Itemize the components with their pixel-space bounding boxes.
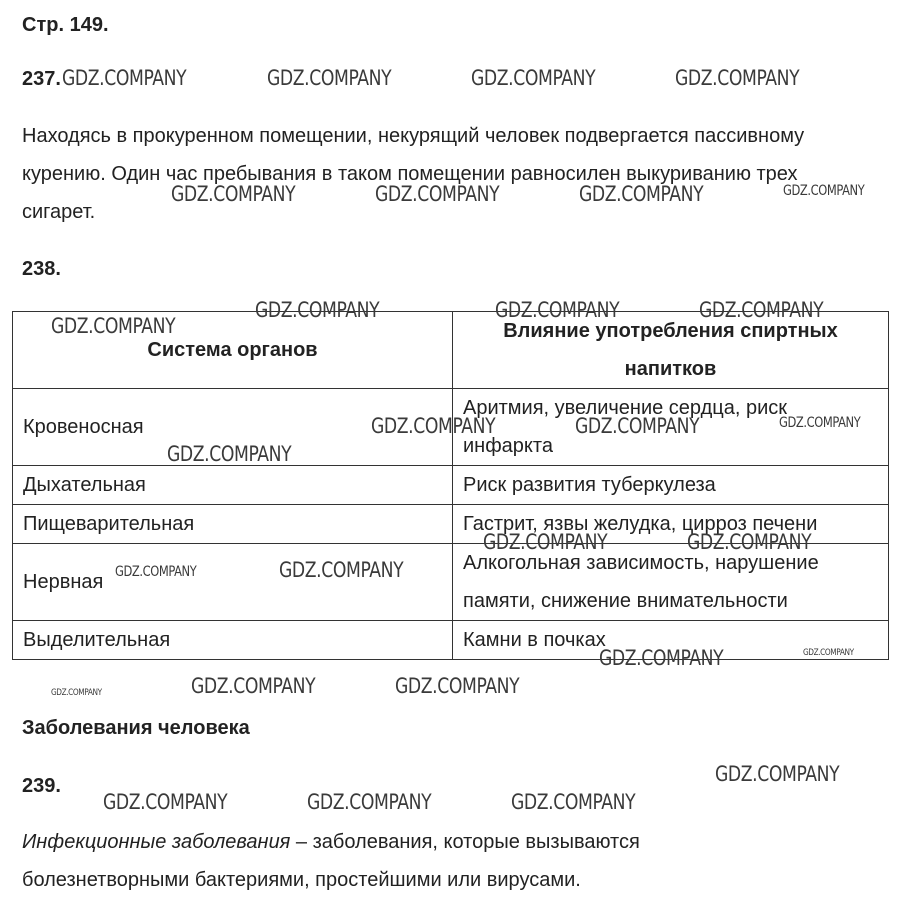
table-cell-system: Нервная bbox=[13, 544, 453, 621]
watermark: GDZ.COMPANY bbox=[471, 66, 596, 90]
table-row bbox=[13, 621, 889, 660]
watermark: GDZ.COMPANY bbox=[599, 646, 724, 670]
watermark: GDZ.COMPANY bbox=[511, 790, 636, 814]
table-cell-effect: Алкогольная зависимость, нарушение памяти, снижение внимательности bbox=[453, 544, 889, 621]
watermark: GDZ.COMPANY bbox=[267, 66, 392, 90]
table-header-system: Система органов bbox=[13, 312, 453, 389]
watermark: GDZ.COMPANY bbox=[62, 66, 187, 90]
watermark: GDZ.COMPANY bbox=[279, 558, 404, 582]
watermark: GDZ.COMPANY bbox=[191, 674, 316, 698]
watermark: GDZ.COMPANY bbox=[395, 674, 520, 698]
table-cell-effect: Камни в почках bbox=[453, 621, 889, 660]
watermark: GDZ.COMPANY bbox=[255, 298, 380, 322]
table-cell-effect: Аритмия, увеличение сердца, риск инфаркта bbox=[453, 389, 889, 466]
table-row bbox=[13, 466, 889, 505]
task-238-number: 238. bbox=[22, 258, 61, 280]
task-237-number: 237. bbox=[22, 68, 61, 90]
watermark: GDZ.COMPANY bbox=[171, 182, 296, 206]
watermark: GDZ.COMPANY bbox=[167, 442, 292, 466]
task-237-text: Находясь в прокуренном помещении, некурящий человек подвергается пассивному курению. Один час пребывания в таком помещении равносилен выкуриванию трех сигарет. bbox=[22, 125, 805, 223]
watermark: GDZ.COMPANY bbox=[371, 414, 496, 438]
watermark: GDZ.COMPANY bbox=[103, 790, 228, 814]
table-row bbox=[13, 544, 889, 621]
task-239-text bbox=[22, 823, 742, 899]
watermark: GDZ.COMPANY bbox=[675, 66, 800, 90]
task-239-number: 239. bbox=[22, 775, 61, 797]
watermark: GDZ.COMPANY bbox=[307, 790, 432, 814]
table-cell-system: Кровеносная bbox=[13, 389, 453, 466]
watermark: GDZ.COMPANY bbox=[783, 183, 865, 199]
watermark: GDZ.COMPANY bbox=[803, 648, 854, 658]
table-cell-effect: Гастрит, язвы желудка, цирроз печени bbox=[453, 505, 889, 544]
watermark: GDZ.COMPANY bbox=[495, 298, 620, 322]
watermark: GDZ.COMPANY bbox=[483, 530, 608, 554]
table-cell-system: Дыхательная bbox=[13, 466, 453, 505]
watermark: GDZ.COMPANY bbox=[579, 182, 704, 206]
section-title: Заболевания человека bbox=[22, 717, 250, 739]
watermark: GDZ.COMPANY bbox=[51, 688, 102, 698]
watermark: GDZ.COMPANY bbox=[699, 298, 824, 322]
organs-alcohol-table bbox=[12, 311, 889, 660]
watermark: GDZ.COMPANY bbox=[575, 414, 700, 438]
watermark: GDZ.COMPANY bbox=[687, 530, 812, 554]
table-header-effect: Влияние употребления спиртных напитков bbox=[453, 312, 889, 389]
term-definition: – заболевания, которые вызываются болезнетворными бактериями, простейшими или вирусами. bbox=[22, 831, 640, 891]
table-cell-effect: Риск развития туберкулеза bbox=[453, 466, 889, 505]
watermark: GDZ.COMPANY bbox=[51, 314, 176, 338]
page-title: Стр. 149. bbox=[22, 14, 109, 36]
watermark: GDZ.COMPANY bbox=[375, 182, 500, 206]
watermark: GDZ.COMPANY bbox=[715, 762, 840, 786]
table-cell-system: Выделительная bbox=[13, 621, 453, 660]
watermark: GDZ.COMPANY bbox=[115, 564, 197, 580]
term-infectious-diseases: Инфекционные заболевания bbox=[22, 831, 291, 853]
watermark: GDZ.COMPANY bbox=[779, 415, 861, 431]
table-cell-system: Пищеварительная bbox=[13, 505, 453, 544]
